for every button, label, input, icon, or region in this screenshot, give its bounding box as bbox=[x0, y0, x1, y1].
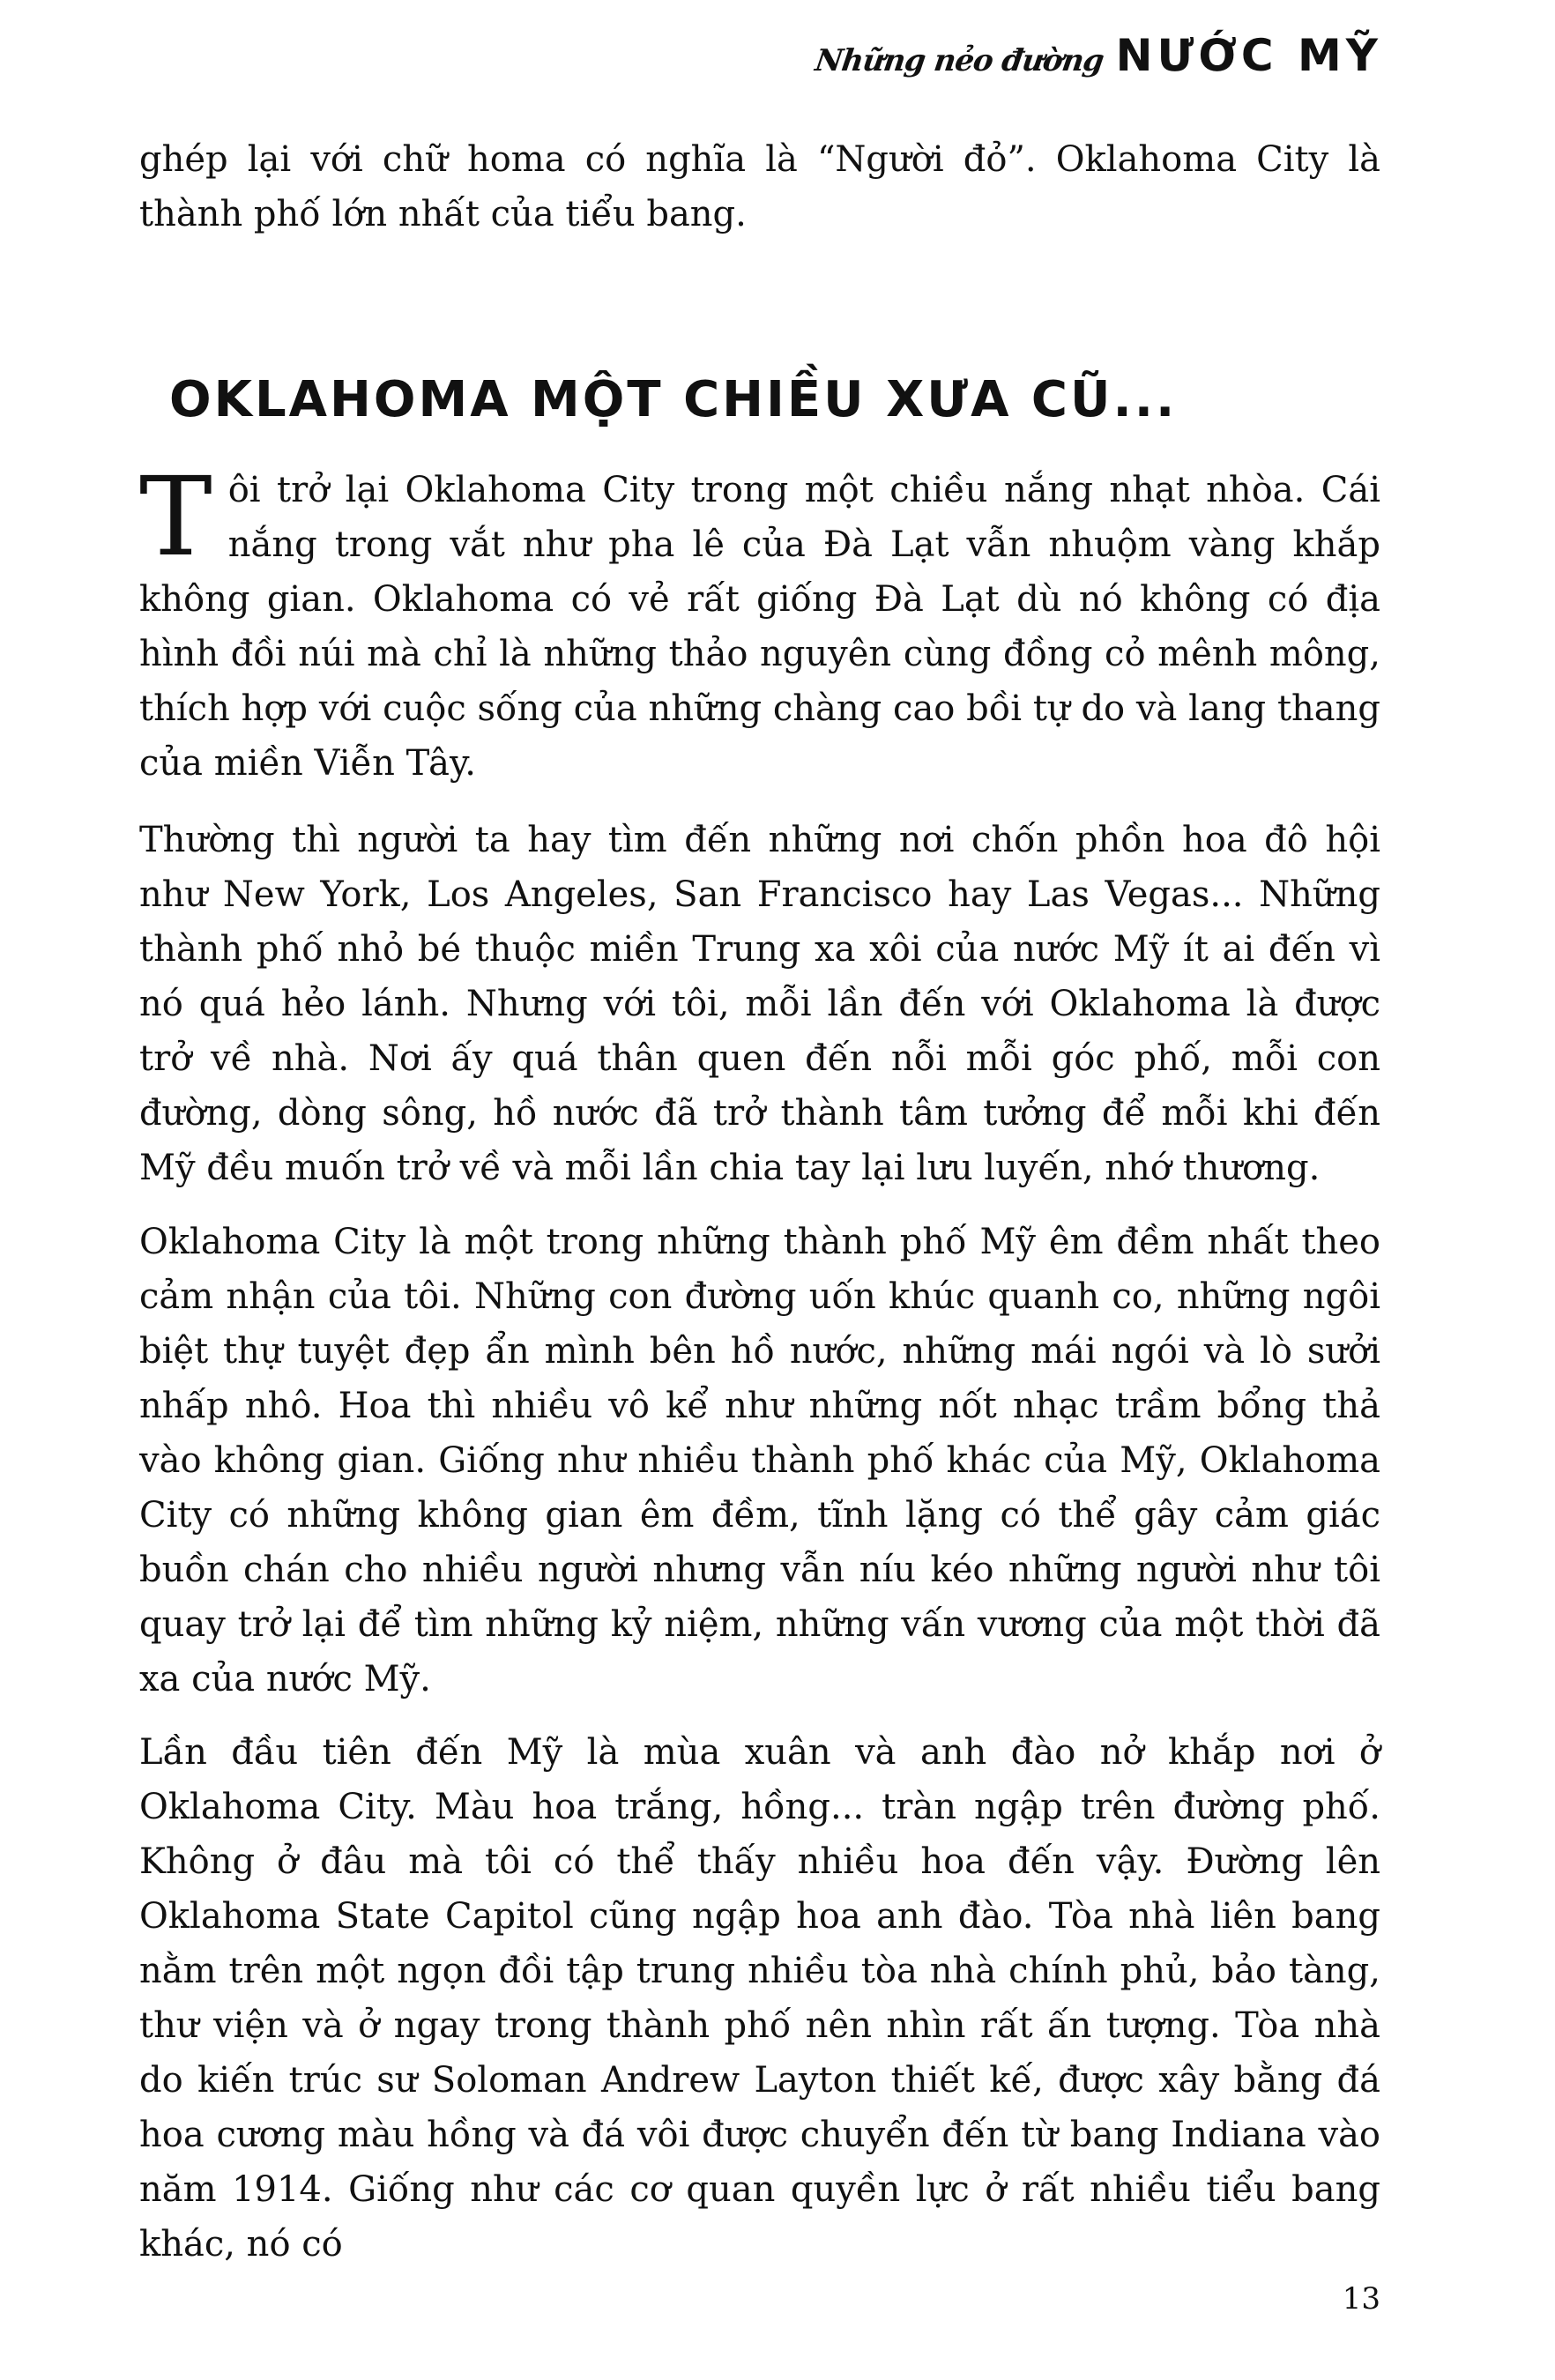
paragraph-1 bbox=[139, 454, 1380, 791]
paragraph-4: Lần đầu tiên đến Mỹ là mùa xuân và anh đào nở khắp nơi ở Oklahoma City. Màu hoa trắng, hồng... tràn ngập trên đường phố. Không ở đâu mà tôi có thể thấy nhiều hoa đến vậy. Đường lên Oklahoma State Capitol cũng ngập hoa anh đào. Tòa nhà liên bang nằm trên một ngọn đồi tập trung nhiều tòa nhà chính phủ, bảo tàng, thư viện và ở ngay trong thành phố nên nhìn rất ấn tượng. Tòa nhà do kiến trúc sư Soloman Andrew Layton thiết kế, được xây bằng đá hoa cương màu hồng và đá vôi được chuyển đến từ bang Indiana vào năm 1914. Giống như các cơ quan quyền lực ở rất nhiều tiểu bang khác, nó có bbox=[139, 1732, 1380, 2265]
series-title-script: Những nẻo đường bbox=[813, 43, 1106, 78]
drop-cap: T bbox=[139, 454, 212, 581]
paragraph-2: Thường thì người ta hay tìm đến những nơi chốn phồn hoa đô hội như New York, Los Angeles, San Francisco hay Las Vegas... Những thành phố nhỏ bé thuộc miền Trung xa xôi của nước Mỹ ít ai đến vì nó quá hẻo lánh. Nhưng với tôi, mỗi lần đến với Oklahoma là được trở về nhà. Nơi ấy quá thân quen đến nỗi mỗi góc phố, mỗi con đường, dòng sông, hồ nước đã trở thành tâm tưởng để mỗi khi đến Mỹ đều muốn trở về và mỗi lần chia tay lại lưu luyến, nhớ thương. bbox=[139, 820, 1380, 1188]
paragraph-1-text: ôi trở lại Oklahoma City trong một chiều nắng nhạt nhòa. Cái nắng trong vắt như pha lê của Đà Lạt vẫn nhuộm vàng khắp không gian. Oklahoma có vẻ rất giống Đà Lạt dù nó không có địa hình đồi núi mà chỉ là những thảo nguyên cùng đồng cỏ mênh mông, thích hợp với cuộc sống của những chàng cao bồi tự do và lang thang của miền Viễn Tây. bbox=[139, 470, 1380, 784]
running-header bbox=[815, 30, 1382, 81]
section-heading: OKLAHOMA MỘT CHIỀU XƯA CŨ... bbox=[169, 371, 1178, 428]
page-number: 13 bbox=[1342, 2281, 1380, 2317]
series-title-caps: NƯỚC MỸ bbox=[1115, 30, 1382, 81]
intro-paragraph: ghép lại với chữ homa có nghĩa là “Người đỏ”. Oklahoma City là thành phố lớn nhất của tiểu bang. bbox=[139, 139, 1380, 234]
paragraph-3: Oklahoma City là một trong những thành phố Mỹ êm đềm nhất theo cảm nhận của tôi. Những con đường uốn khúc quanh co, những ngôi biệt thự tuyệt đẹp ẩn mình bên hồ nước, những mái ngói và lò sưởi nhấp nhô. Hoa thì nhiều vô kể như những nốt nhạc trầm bổng thả vào không gian. Giống như nhiều thành phố khác của Mỹ, Oklahoma City có những không gian êm đềm, tĩnh lặng có thể gây cảm giác buồn chán cho nhiều người nhưng vẫn níu kéo những người như tôi quay trở lại để tìm những kỷ niệm, những vấn vương của một thời đã xa của nước Mỹ. bbox=[139, 1222, 1380, 1699]
